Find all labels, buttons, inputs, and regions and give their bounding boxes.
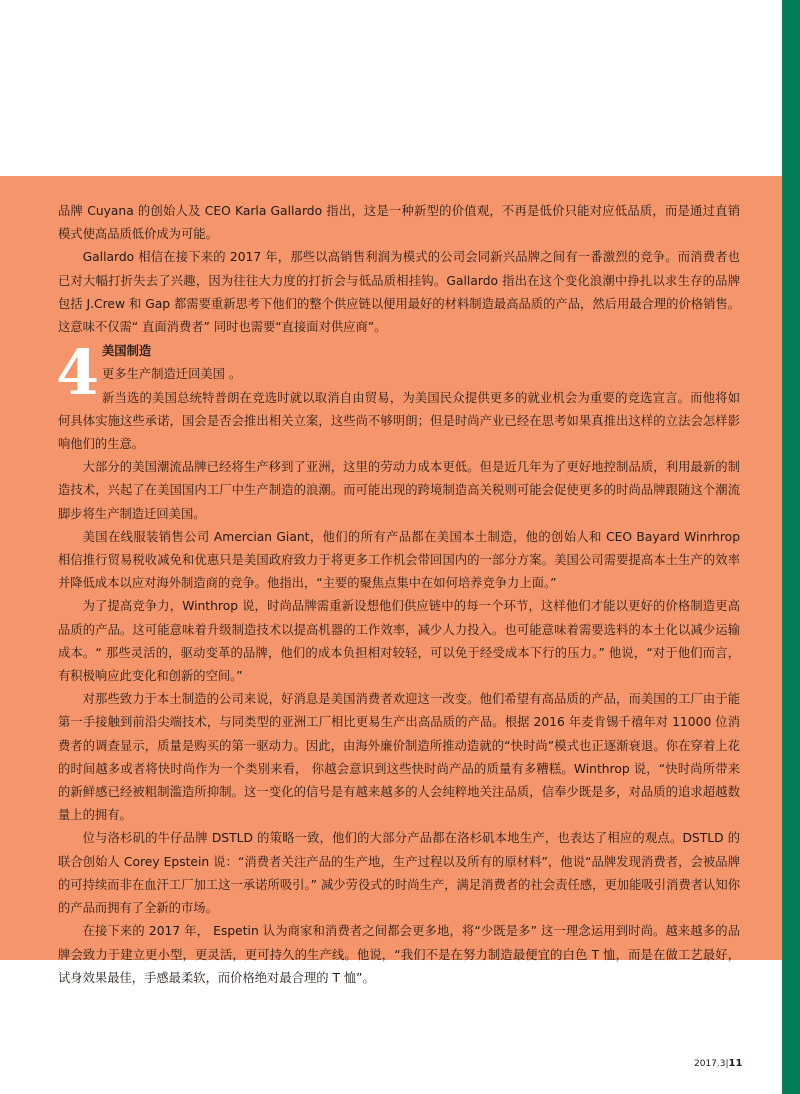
section-lead-paragraph: 新当选的美国总统特普朗在竞选时就以取消自由贸易，为美国民众提供更多的就业机会为重要的竞选宣言。而他将如何具体实施这些承诺，国会是否会推出相关立案，这些尚不够明朗；但是时尚产业已经在思考如果真推出这样的立法会怎样影响他们的生意。 [58, 390, 740, 452]
page-footer [694, 1058, 742, 1069]
section-title: 美国制造 [102, 344, 152, 359]
page-number: 11 [728, 1058, 743, 1069]
paragraph: 对那些致力于本土制造的公司来说，好消息是美国消费者欢迎这一改变。他们希望有高品质的产品，而美国的工厂由于能第一手接触到前沿尖端技术，与同类型的亚洲工厂相比更易生产出高品质的产品。根据 2016 年麦肯锡千禧年对 11000 位消费者的调查显示，质量是购买的第一驱动力。因此，由海外廉价制造所推动造就的“快时尚”模式也正逐渐衰退。你在穿着上花的时间越多或者将快时尚作为一个类别来看， 你越会意识到这些快时尚产品的质量有多糟糕。Winthrop 说，“快时尚所带来的新鲜感已经被粗制滥造所抑制。这一变化的信号是有越来越多的人会纯粹地关注品质，信奉少既是多，对品质的追求超越数量上的拥有。 [58, 692, 740, 823]
paragraph: 位与洛杉矶的牛仔品牌 DSTLD 的策略一致，他们的大部分产品都在洛杉矶本地生产，也表达了相应的观点。DSTLD 的联合创始人 Corey Epstein 说：“消费者关注产品的生产地，生产过程以及所有的原材料”，他说“品牌发现消费者，会被品牌的可持续而非在血汗工厂加工这一承诺所吸引。” 减少劳役式的时尚生产，满足消费者的社会责任感，更加能吸引消费者认知你的产品而拥有了全新的市场。 [58, 831, 740, 916]
section-subtitle: 更多生产制造迁回美国 。 [102, 367, 242, 382]
article-body [58, 200, 740, 990]
paragraph: 大部分的美国潮流品牌已经将生产移到了亚洲，这里的劳动力成本更低。但是近几年为了更好地控制品质，利用最新的制造技术，兴起了在美国国内工厂中生产制造的浪潮。而可能出现的跨境制造高关税则可能会促使更多的时尚品牌跟随这个潮流脚步将生产制造迁回美国。 [58, 460, 740, 521]
section-number: 4 [56, 336, 100, 410]
green-edge-stripe [782, 0, 800, 1094]
paragraph: 品牌 Cuyana 的创始人及 CEO Karla Gallardo 指出，这是一种新型的价值观，不再是低价只能对应低品质，而是通过直销模式使高品质低价成为可能。 [58, 204, 740, 242]
paragraph: 在接下来的 2017 年， Espetin 认为商家和消费者之间都会更多地，将“少既是多” 这一理念运用到时尚。越来越多的品牌会致力于建立更小型，更灵活，更可持久的生产线。他说，“我们不是在努力制造最便宜的白色 T 恤，而是在做工艺最好，试身效果最佳，手感最柔软，而价格绝对最合理的 T 恤”。 [58, 924, 740, 985]
paragraph: Gallardo 相信在接下来的 2017 年，那些以高销售利润为模式的公司会同新兴品牌之间有一番激烈的竞争。而消费者也已对大幅打折失去了兴趣，因为往往大力度的打折会与低品质相挂钩。Gallardo 指出在这个变化浪潮中挣扎以求生存的品牌包括 J.Crew 和 Gap 都需要重新思考下他们的整个供应链以便用最好的材料制造最高品质的产品，然后用最合理的价格销售。这意味不仅需“ 直面消费者” 同时也需要“直接面对供应商”。 [58, 250, 740, 335]
paragraph: 美国在线服装销售公司 Amercian Giant，他们的所有产品都在美国本土制造，他的创始人和 CEO Bayard Winrhrop 相信推行贸易税收减免和优惠只是美国政府致力于将更多工作机会带回国内的一部分方案。美国公司需要提高本土生产的效率并降低成本以应对海外制造商的竞争。他指出，“主要的聚焦点集中在如何培养竞争力上面。” [58, 529, 740, 591]
paragraph: 为了提高竞争力，Winthrop 说，时尚品牌需重新设想他们供应链中的每一个环节，这样他们才能以更好的价格制造更高品质的产品。这可能意味着升级制造技术以提高机器的工作效率，减少人力投入。也可能意味着需要选料的本土化以减少运输成本。“ 那些灵活的，驱动变革的品牌，他们的成本负担相对较轻，可以免于经受成本下行的压力。” 他说，“对于他们而言，有积极响应此变化和创新的空间。” [58, 599, 740, 684]
footer-separator: | [725, 1059, 729, 1069]
section-made-in-usa [56, 336, 740, 456]
issue-date: 2017.3 [694, 1059, 726, 1069]
